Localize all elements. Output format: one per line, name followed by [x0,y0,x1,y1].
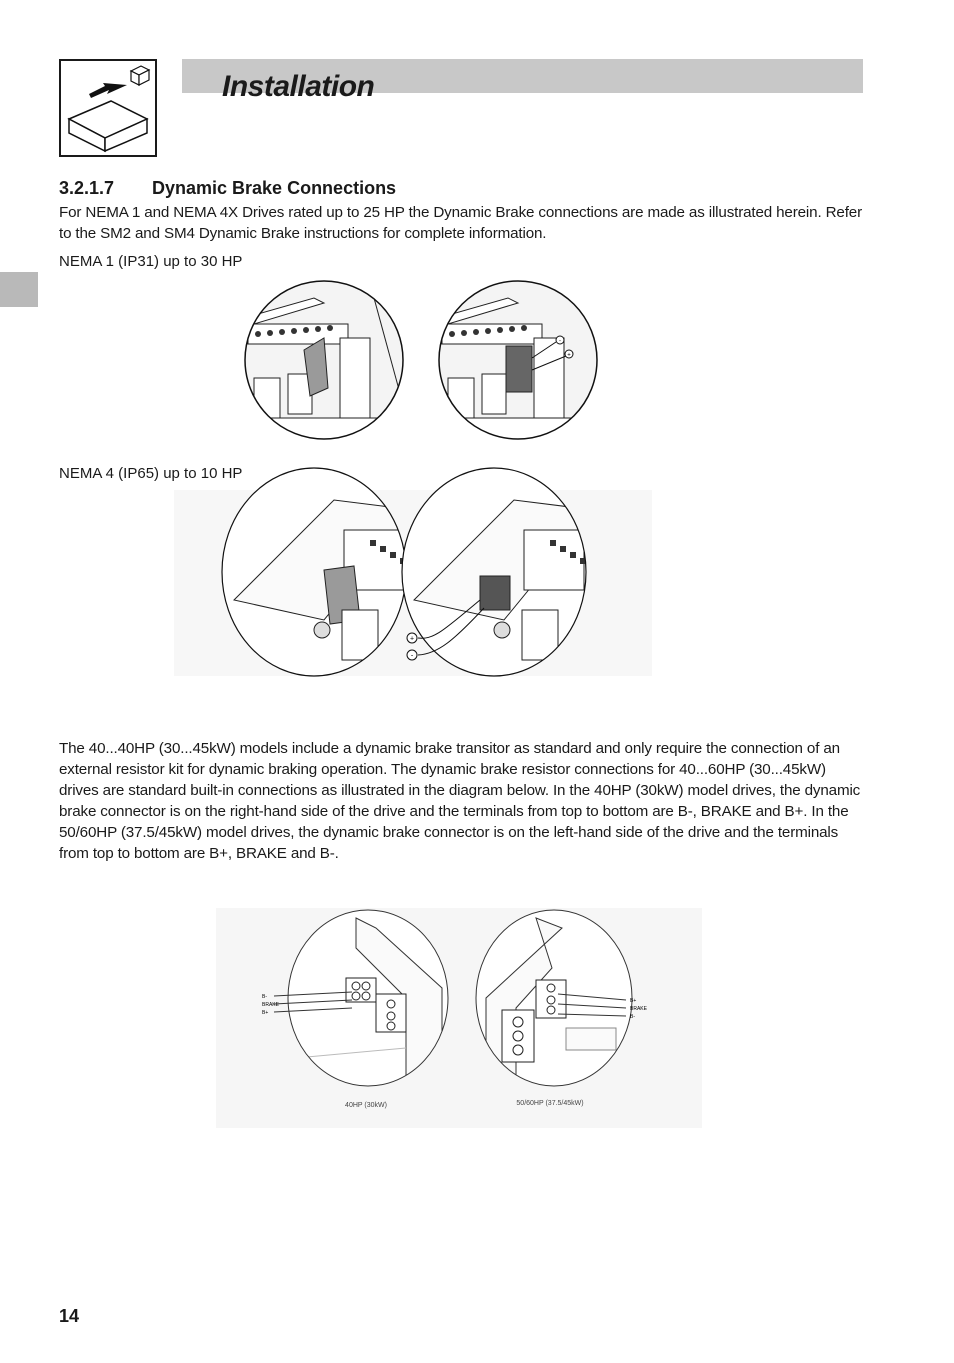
nema1-before-detail [244,278,404,443]
nema1-plus-label: + [567,352,571,359]
nema4-brake-figure [174,490,652,676]
install-box-icon [61,61,155,155]
nema1-caption: NEMA 1 (IP31) up to 30 HP [59,253,243,270]
hp40-terminal-top: B- [262,994,267,1000]
page-title: Installation [222,70,375,103]
section-number: 3.2.1.7 [59,178,115,198]
installation-section-icon [59,59,157,157]
nema1-brake-figure [244,278,604,444]
hp5060-terminal-top: B+ [630,998,637,1004]
section-title: Dynamic Brake Connections [152,178,397,198]
large-drive-brake-figure [216,908,702,1128]
chapter-side-tab [0,272,38,307]
hp5060-terminal-mid: BRAKE [630,1006,647,1012]
hp40-caption: 40HP (30kW) [345,1102,387,1109]
page-number: 14 [59,1306,80,1326]
nema4-plus-label: + [409,635,415,643]
hp5060-caption: 50/60HP (37.5/45kW) [516,1100,584,1107]
nema4-minus-label: - [410,652,414,660]
hp5060-terminal-bottom: B- [630,1014,635,1020]
hp40-terminal-mid: BRAKE [262,1002,279,1008]
nema1-minus-label: - [559,338,561,345]
body-paragraph: The 40...40HP (30...45kW) models include a dynamic brake transitor as standard and only require the connection of an external resistor kit for dynamic braking operation. The dynamic brake resistor connections for 40...60HP (30...45kW) drives are standard built-in connections as illustrated in the diagram below. In the 40HP (30kW) model drives, the dynamic brake connector is on the right-hand side of the drive and the terminals from top to bottom are B-, BRAKE and B+. In the 50/60HP (37.5/45kW) model drives, the dynamic brake connector is on the left-hand side of the drive and the terminals from top to bottom are B+, BRAKE and B-. [59,740,861,862]
nema1-after-detail [438,278,598,443]
nema4-caption: NEMA 4 (IP65) up to 10 HP [59,465,243,482]
section-heading [59,178,396,199]
hp40-terminal-bottom: B+ [262,1010,269,1016]
intro-paragraph: For NEMA 1 and NEMA 4X Drives rated up to 25 HP the Dynamic Brake connections are made as illustrated herein. Refer to the SM2 and SM4 Dynamic Brake instructions for complete information. [59,204,862,242]
